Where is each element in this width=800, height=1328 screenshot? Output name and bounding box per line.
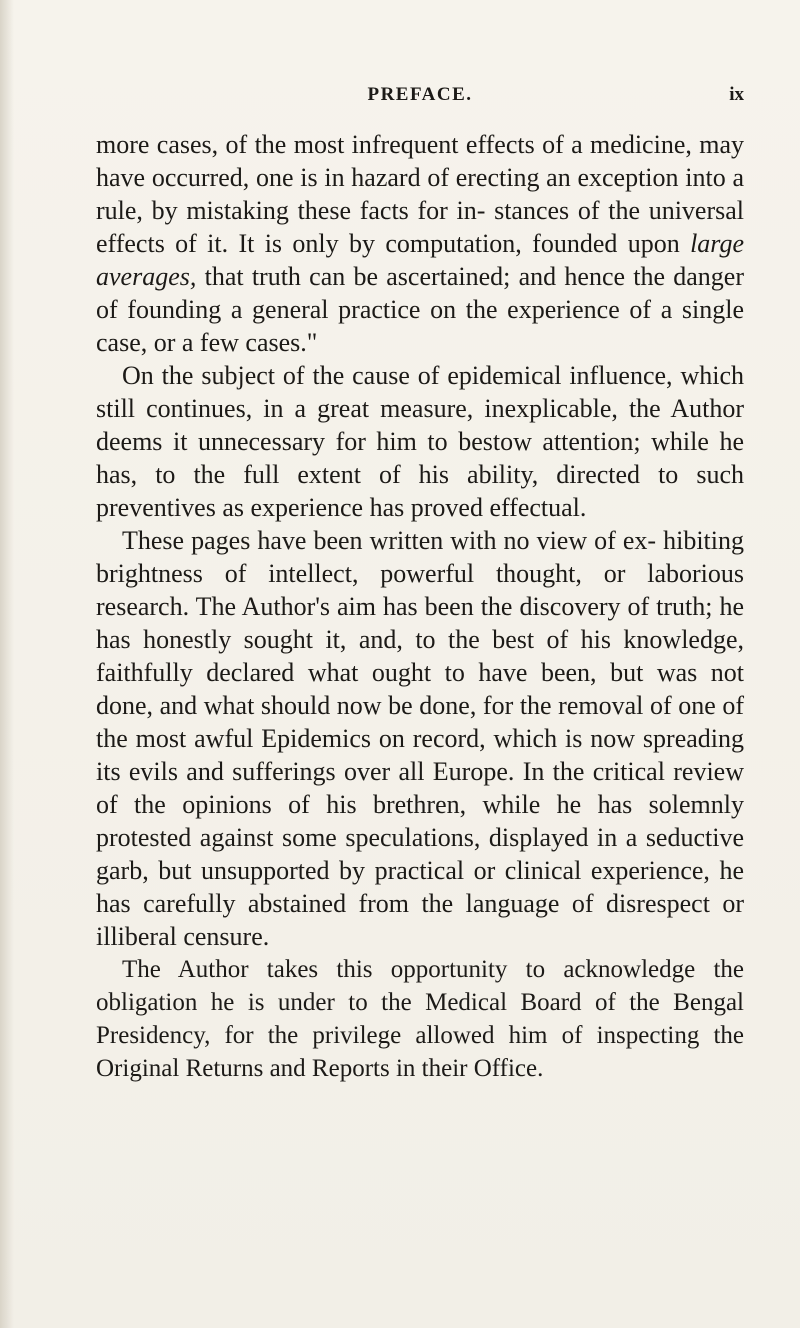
running-head: PREFACE. xyxy=(367,84,473,105)
page-gutter-shadow xyxy=(0,0,14,1328)
paragraph-1 xyxy=(96,128,744,359)
paragraph-1-text: more cases, of the most infrequent effects of a medicine, may have occurred, one is in hazard of erecting an exception into a rule, by mistaking these facts for in- stances of the universal effects of it. It is only by computation, founded upon xyxy=(96,130,744,258)
paragraph-4: The Author takes this opportunity to acknowledge the obligation he is under to the Medical Board of the Bengal Presidency, for the privilege allowed him of inspecting the Original Returns and Reports in their Office. xyxy=(96,956,744,1082)
paragraph-1-italic: large averages, xyxy=(96,229,744,291)
paragraph-2: On the subject of the cause of epidemical influence, which still continues, in a great measure, inexplicable, the Author deems it unnecessary for him to bestow attention; while he has, to the full extent of his ability, directed to such preventives as experience has proved effectual. xyxy=(96,361,744,522)
paragraph-3: These pages have been written with no view of ex- hibiting brightness of intellect, powerful thought, or laborious research. The Author's aim has been the discovery of truth; he has honestly sought it, and, to the best of his knowledge, faithfully declared what ought to have been, but was not done, and what should now be done, for the removal of one of the most awful Epidemics on record, which is now spreading its evils and sufferings over all Europe. In the critical review of the opinions of his brethren, while he has solemnly protested against some speculations, displayed in a seductive garb, but unsupported by practical or clinical experience, he has carefully abstained from the language of disrespect or illiberal censure. xyxy=(96,526,744,951)
page-header xyxy=(96,80,744,114)
body-text xyxy=(96,128,744,1085)
page-number: ix xyxy=(729,84,744,105)
paragraph-1-text-end: that truth can be ascertained; and hence the danger of founding a general practice on the experience of a single case, or a few cases." xyxy=(96,262,744,357)
